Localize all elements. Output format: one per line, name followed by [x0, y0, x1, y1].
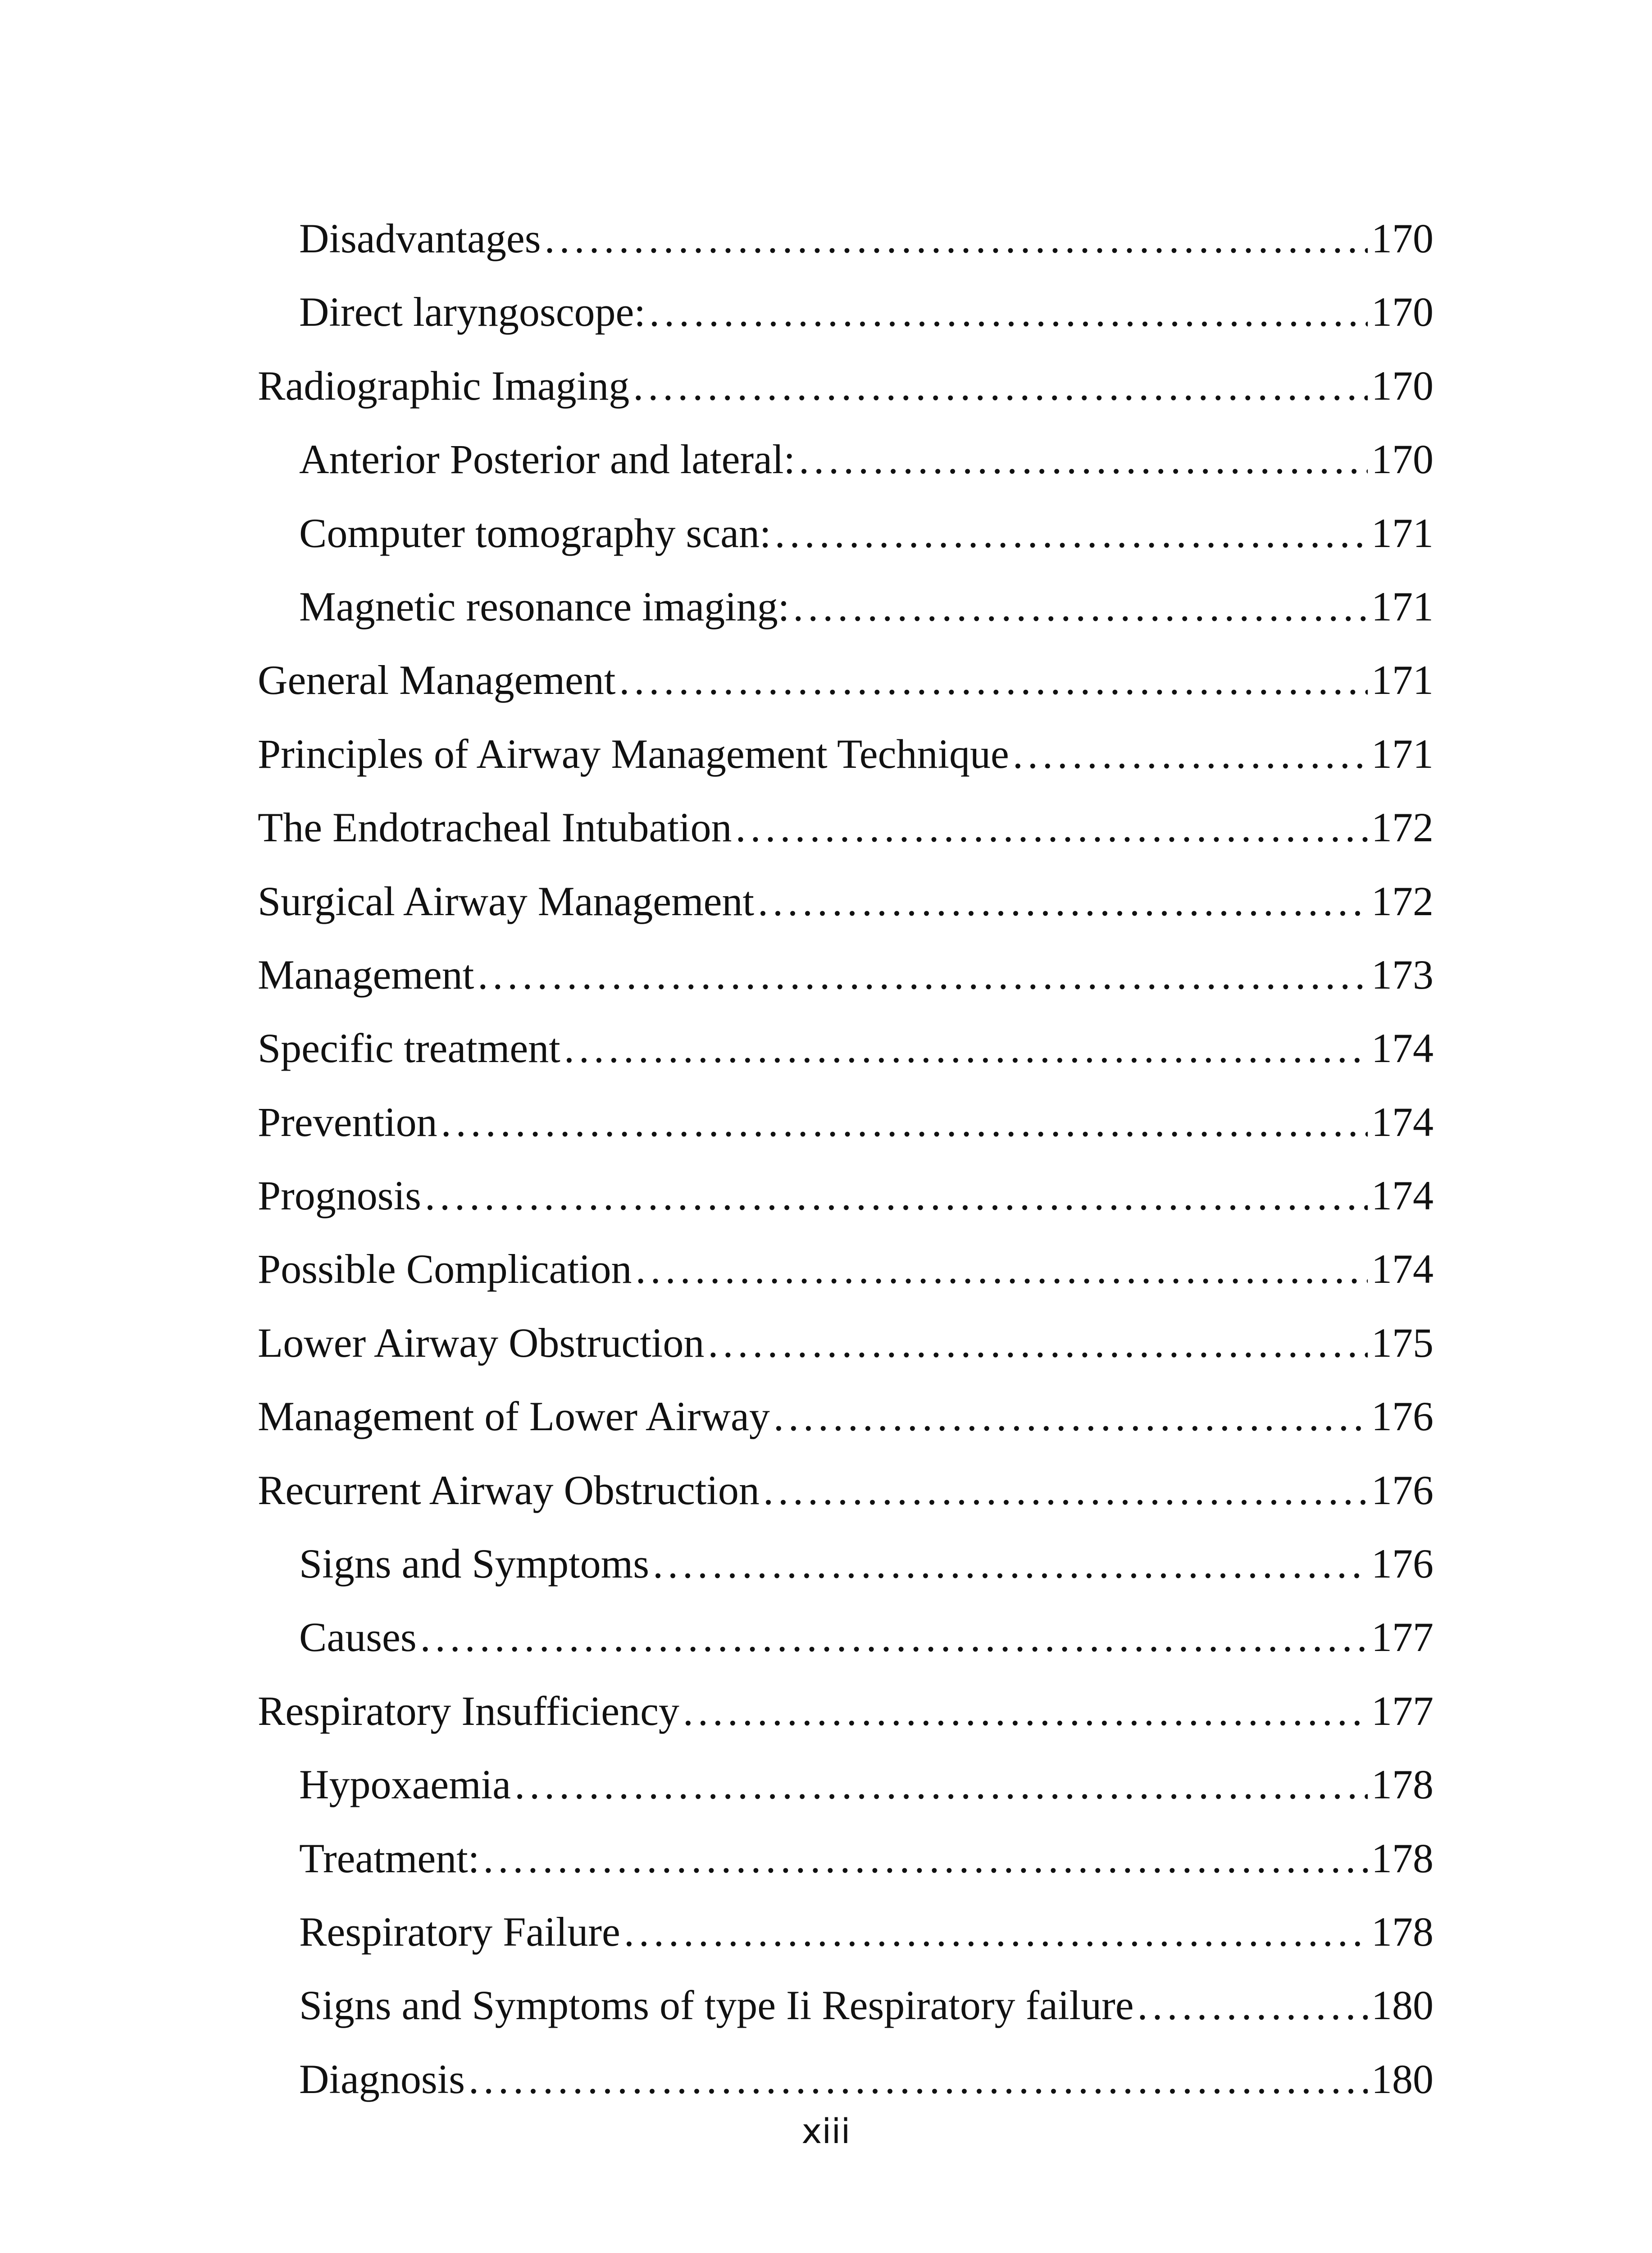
dot-leader: [633, 349, 1368, 423]
toc-entry-title: Direct laryngoscope:: [299, 289, 646, 335]
toc-entry-page-number: 174: [1371, 1172, 1434, 1219]
toc-entry-title: Computer tomography scan:: [299, 510, 771, 556]
dot-leader: [1013, 717, 1368, 791]
toc-entry-page-number: 176: [1371, 1541, 1434, 1587]
toc-entry-title: Disadvantages: [299, 215, 541, 261]
toc-entry[interactable]: [258, 202, 1434, 275]
dot-leader: [425, 1159, 1368, 1232]
toc-entry[interactable]: [258, 1601, 1434, 1674]
dot-leader: [799, 423, 1368, 496]
toc-entry-title: Lower Airway Obstruction: [258, 1319, 705, 1366]
toc-entry-title: Signs and Symptoms of type Ii Respiratory failure: [299, 1982, 1134, 2029]
toc-entry[interactable]: [258, 717, 1434, 791]
toc-entry[interactable]: [258, 1454, 1434, 1527]
toc-entry-page-number: 173: [1371, 951, 1434, 998]
toc-entry-title: Causes: [299, 1614, 417, 1660]
toc-entry-title: Management: [258, 951, 474, 998]
toc-entry[interactable]: [258, 497, 1434, 570]
toc-entry-page-number: 175: [1371, 1319, 1434, 1366]
dot-leader: [545, 202, 1368, 275]
toc-entry-page-number: 177: [1371, 1614, 1434, 1660]
toc-entry-page-number: 172: [1371, 804, 1434, 851]
toc-entry-page-number: 180: [1371, 1982, 1434, 2029]
toc-entry[interactable]: [258, 2043, 1434, 2116]
toc-entry-title: Anterior Posterior and lateral:: [299, 436, 796, 483]
toc-entry-page-number: 171: [1371, 510, 1434, 556]
toc-entry-page-number: 170: [1371, 215, 1434, 261]
toc-entry[interactable]: [258, 1380, 1434, 1453]
toc-entry[interactable]: [258, 865, 1434, 938]
toc-entry-title: Diagnosis: [299, 2056, 465, 2102]
toc-entry-title: Possible Complication: [258, 1246, 632, 1292]
toc-entry-title: General Management: [258, 657, 616, 703]
toc-entry[interactable]: [258, 938, 1434, 1012]
table-of-contents: [258, 202, 1434, 2116]
toc-entry-title: Specific treatment: [258, 1025, 560, 1072]
toc-entry[interactable]: [258, 1159, 1434, 1232]
toc-entry-title: Respiratory Insufficiency: [258, 1687, 679, 1734]
toc-entry-page-number: 172: [1371, 878, 1434, 924]
toc-entry-page-number: 177: [1371, 1687, 1434, 1734]
dot-leader: [624, 1895, 1368, 1969]
dot-leader: [758, 865, 1368, 938]
toc-entry[interactable]: [258, 1969, 1434, 2042]
toc-entry-title: Prevention: [258, 1099, 437, 1145]
dot-leader: [653, 1527, 1368, 1601]
toc-entry-page-number: 178: [1371, 1908, 1434, 1955]
toc-entry-title: Radiographic Imaging: [258, 362, 630, 409]
toc-entry[interactable]: [258, 1822, 1434, 1895]
dot-leader: [649, 275, 1368, 349]
dot-leader: [735, 791, 1368, 864]
dot-leader: [441, 1085, 1368, 1159]
toc-entry-page-number: 170: [1371, 289, 1434, 335]
dot-leader: [708, 1306, 1368, 1380]
toc-entry[interactable]: [258, 643, 1434, 717]
toc-entry[interactable]: [258, 1748, 1434, 1821]
dot-leader: [636, 1232, 1368, 1306]
toc-entry-title: Hypoxaemia: [299, 1761, 511, 1808]
toc-entry-page-number: 171: [1371, 730, 1434, 777]
toc-entry-title: Principles of Airway Management Technique: [258, 730, 1009, 777]
toc-entry-page-number: 178: [1371, 1761, 1434, 1808]
toc-entry[interactable]: [258, 1895, 1434, 1969]
toc-entry-title: Prognosis: [258, 1172, 421, 1219]
toc-entry-title: Recurrent Airway Obstruction: [258, 1467, 760, 1513]
toc-entry[interactable]: [258, 1085, 1434, 1159]
dot-leader: [775, 497, 1368, 570]
dot-leader: [564, 1012, 1368, 1085]
toc-entry[interactable]: [258, 349, 1434, 423]
toc-entry[interactable]: [258, 1232, 1434, 1306]
page-number: xiii: [801, 2111, 851, 2151]
toc-entry-page-number: 170: [1371, 362, 1434, 409]
toc-entry[interactable]: [258, 570, 1434, 643]
toc-entry[interactable]: [258, 423, 1434, 496]
toc-entry-title: Treatment:: [299, 1835, 480, 1881]
toc-entry-page-number: 170: [1371, 436, 1434, 483]
toc-entry-title: Signs and Symptoms: [299, 1541, 650, 1587]
dot-leader: [774, 1380, 1368, 1453]
toc-entry-page-number: 180: [1371, 2056, 1434, 2102]
dot-leader: [420, 1601, 1368, 1674]
toc-entry-page-number: 171: [1371, 583, 1434, 629]
dot-leader: [478, 938, 1368, 1012]
toc-entry-title: The Endotracheal Intubation: [258, 804, 732, 851]
toc-entry-page-number: 171: [1371, 657, 1434, 703]
dot-leader: [763, 1454, 1368, 1527]
toc-entry[interactable]: [258, 1674, 1434, 1748]
toc-entry[interactable]: [258, 1527, 1434, 1601]
toc-entry[interactable]: [258, 791, 1434, 864]
toc-entry-page-number: 176: [1371, 1393, 1434, 1440]
toc-entry-title: Magnetic resonance imaging:: [299, 583, 790, 629]
toc-entry[interactable]: [258, 1306, 1434, 1380]
toc-entry-page-number: 178: [1371, 1835, 1434, 1881]
toc-entry[interactable]: [258, 275, 1434, 349]
dot-leader: [483, 1822, 1368, 1895]
toc-entry-title: Management of Lower Airway: [258, 1393, 770, 1440]
dot-leader: [619, 643, 1368, 717]
toc-entry-page-number: 174: [1371, 1025, 1434, 1072]
dot-leader: [683, 1674, 1368, 1748]
toc-entry-page-number: 174: [1371, 1099, 1434, 1145]
toc-entry[interactable]: [258, 1012, 1434, 1085]
toc-entry-title: Surgical Airway Management: [258, 878, 755, 924]
toc-entry-page-number: 176: [1371, 1467, 1434, 1513]
dot-leader: [793, 570, 1368, 643]
dot-leader: [1138, 1969, 1368, 2042]
toc-entry-title: Respiratory Failure: [299, 1908, 620, 1955]
toc-entry-page-number: 174: [1371, 1246, 1434, 1292]
dot-leader: [469, 2043, 1368, 2116]
dot-leader: [514, 1748, 1368, 1821]
